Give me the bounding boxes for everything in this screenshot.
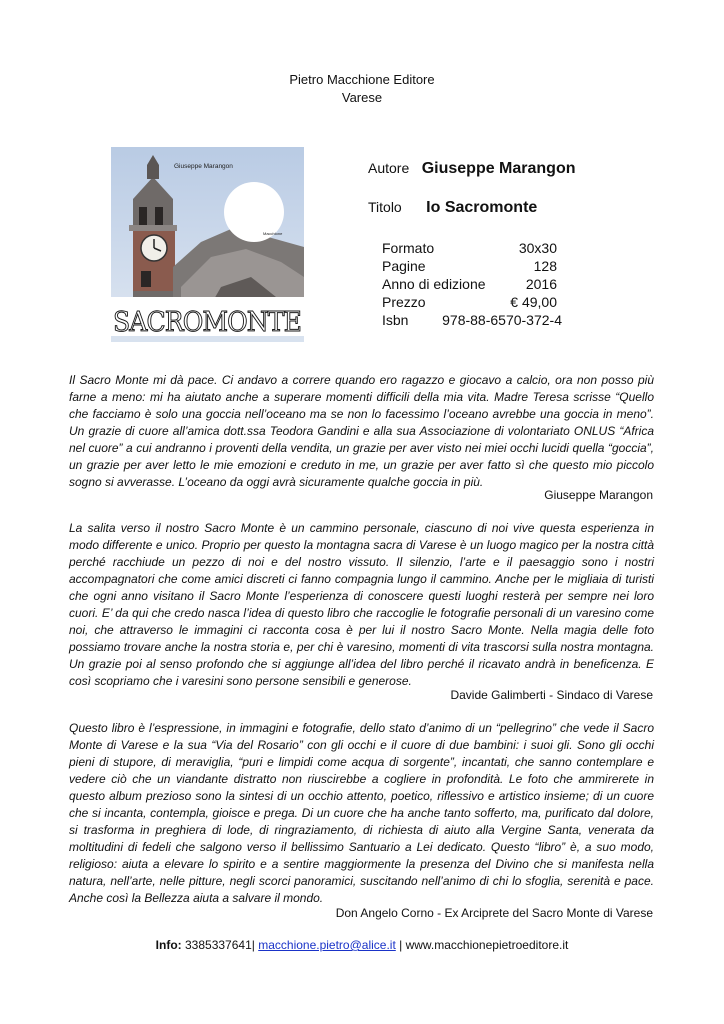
footer-contact bbox=[0, 938, 724, 952]
spec-label: Formato bbox=[382, 240, 435, 256]
spec-row bbox=[382, 293, 562, 311]
author-label: Autore bbox=[368, 160, 410, 176]
spec-row bbox=[382, 311, 562, 329]
cover-author-text: Giuseppe Marangon bbox=[174, 163, 233, 170]
spec-value: 2016 bbox=[525, 276, 557, 292]
title-label: Titolo bbox=[368, 199, 402, 215]
spec-label: Pagine bbox=[382, 258, 426, 274]
mayor-signature: Davide Galimberti - Sindaco di Varese bbox=[450, 688, 653, 702]
author-note-paragraph: Il Sacro Monte mi dà pace. Ci andavo a correre quando ero ragazzo e giocavo a calcio, ora non posso più farne a meno: mi ha aiutato anche a superare momenti difficili della mia vita. Madre Teresa scrisse “Quello che facciamo è solo una goccia nell’oceano ma se non lo facessimo l’oceano avrebbe una goccia in meno”. Un grazie di cuore all’amica dott.ssa Teodora Gandini e alla sua Associazione di volontariato ONLUS “Africa nel cuore” a cui andranno i proventi della vendita, un grazie per aver visto nei miei occhi lucidi quella “goccia”, un grazie per aver letto le mie emozioni e creduto in me, un grazie per aver fatto sì che questo mio piccolo sogno si avverasse. L’oceano da oggi avrà sicuramente qualche goccia in più. bbox=[69, 373, 654, 489]
priest-signature: Don Angelo Corno - Ex Arciprete del Sacro Monte di Varese bbox=[335, 906, 653, 920]
cover-badge-text: Macchione bbox=[263, 231, 283, 236]
info-label: Info: bbox=[155, 938, 182, 952]
spec-label: Anno di edizione bbox=[382, 276, 486, 292]
spec-value: 30x30 bbox=[518, 240, 557, 256]
spec-value: € 49,00 bbox=[510, 294, 557, 310]
cover-title-art: SACROMONTE bbox=[113, 307, 301, 338]
spec-label: Prezzo bbox=[382, 294, 426, 310]
author-name: Giuseppe Marangon bbox=[421, 160, 576, 177]
spec-row bbox=[382, 257, 562, 275]
phone-number: 3385337641| bbox=[181, 938, 255, 952]
mayor-note-paragraph: La salita verso il nostro Sacro Monte è un cammino personale, ciascuno di noi vive questa esperienza in modo differente e unico. Proprio per questo la montagna sacra di Varese è un luogo magico per la nostra città perché racchiude un pezzo di noi e del nostro vissuto. Il silenzio, l’arte e il paesaggio sono i nostri accompagnatori che come amici discreti ci fanno compagnia lungo il cammino. Anche per le migliaia di turisti che ogni anno visitano il Sacro Monte l’esperienza di conoscere questi luoghi resterà per sempre nei loro cuori. E’ da qui che credo nasca l’idea di questo libro che raccoglie le fotografie personali di un varesino come noi, che attraverso le immagini ci racconta cosa è per lui il nostro Sacro Monte. Nella magia delle foto possiamo trovare anche la nostra storia e, per chi è varesino, momenti di vita trascorsi sulla nostra montagna. Un grazie poi al senso profondo che si aggiunge all’idea del libro perché il ricavato andrà in beneficenza. E così scopriamo che i varesini sono persone sensibili e generose. bbox=[69, 521, 654, 688]
spec-row bbox=[382, 239, 562, 257]
publisher-name: Pietro Macchione Editore bbox=[289, 72, 435, 87]
website-text: | www.macchionepietroeditore.it bbox=[395, 938, 569, 952]
spec-row bbox=[382, 275, 562, 293]
spec-value: 978-88-6570-372-4 bbox=[442, 312, 562, 328]
spec-label: Isbn bbox=[382, 312, 409, 328]
email-link[interactable]: macchione.pietro@alice.it bbox=[258, 938, 396, 952]
priest-note-paragraph: Questo libro è l’espressione, in immagini e fotografie, dello stato d’animo di un “pellegrino” che vede il Sacro Monte di Varese e la sua “Via del Rosario” con gli occhi e il cuore di due bambini: i suoi gli. Sono gli occhi pieni di stupore, di meraviglia, “puri e limpidi come acqua di sorgente”, incantati, che sanno contemplare e vedere ciò che un viandante distratto non riuscirebbe a cogliere in profondità. Le foto che ammirerete in questo album prezioso sono la sintesi di un occhio attento, poetico, riflessivo e artistico insieme; di un cuore che si incanta, contempla, gioisce e prega. Di un cuore che ha anche tanto sofferto, ma, purificato dal dolore, si trasforma in preghiera di lode, di ringraziamento, di richiesta di aiuto alla Vergine Santa, venerata da moltitudini di fedeli che salgono verso il bellissimo Santuario a Lei dedicato. Questo “libro” è, a suo modo, religioso: aiuta a elevare lo spirito e a sentire maggiormente la presenza del Divino che si manifesta nella natura, nell’arte, nelle pitture, negli scorci panoramici, suscitando nell’animo di chi lo sfoglia, serenità e pace. Anche così la Bellezza aiuta a salvare il mondo. bbox=[69, 721, 654, 905]
book-specs bbox=[382, 239, 562, 329]
publisher-city: Varese bbox=[341, 90, 383, 105]
publisher-header bbox=[0, 71, 724, 107]
book-title: Io Sacromonte bbox=[426, 199, 538, 216]
book-cover-image bbox=[111, 147, 304, 342]
author-signature: Giuseppe Marangon bbox=[544, 488, 653, 502]
title-row bbox=[368, 199, 537, 217]
author-row bbox=[368, 160, 576, 178]
spec-value: 128 bbox=[533, 258, 557, 274]
